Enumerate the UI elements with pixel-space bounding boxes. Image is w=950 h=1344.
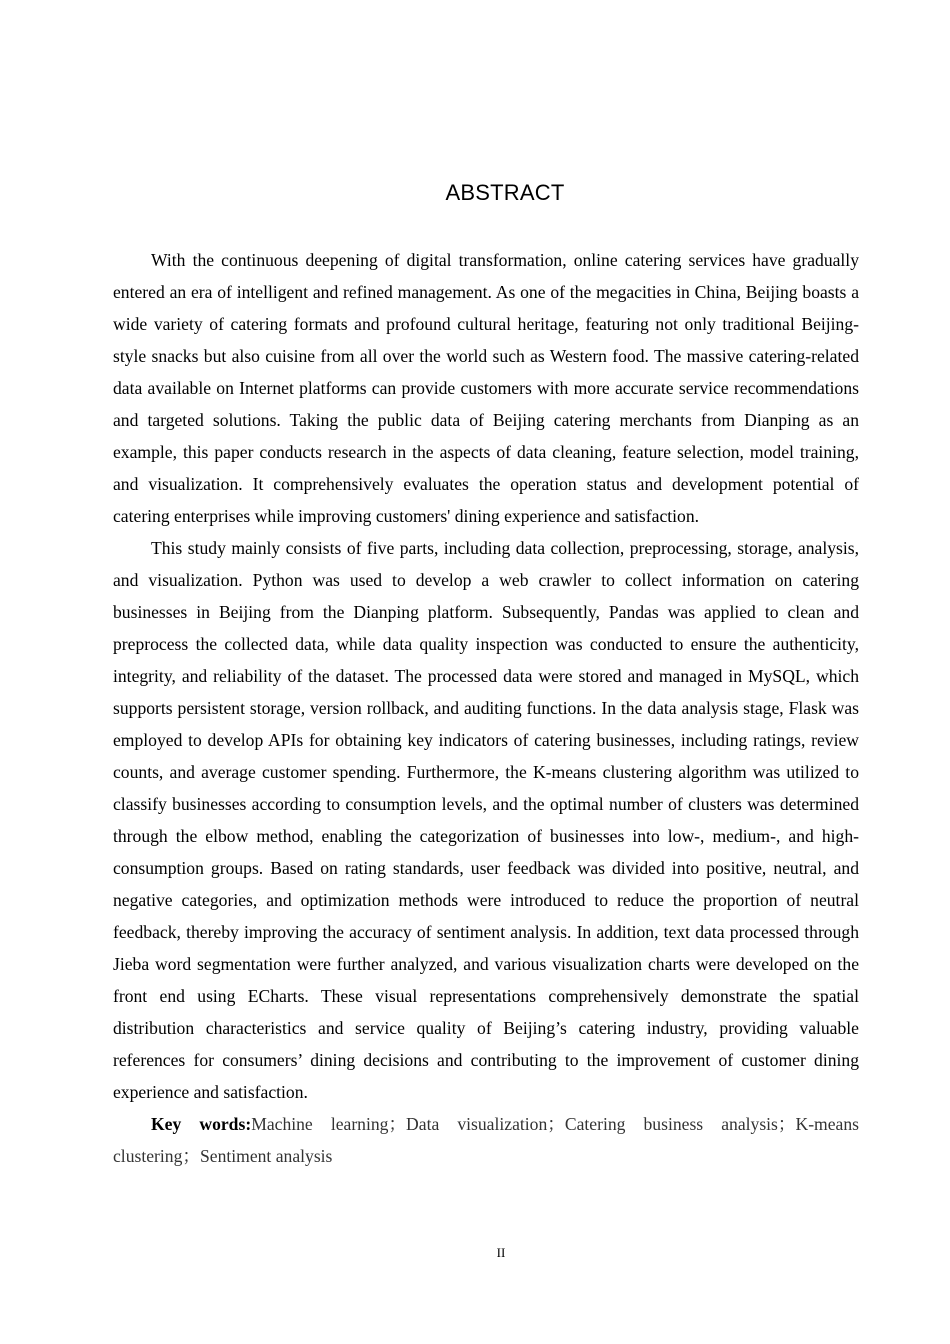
abstract-paragraph-2: This study mainly consists of five parts, including data collection, preprocessing, storage, analysis, and visualization. Python was used to develop a web crawler to collect information on catering businesses in Beijing from the Dianping platform. Subsequently, Pandas was applied to clean and preprocess the collected data, while data quality inspection was conducted to ensure the authenticity, integrity, and reliability of the dataset. The processed data were stored and managed in MySQL, which supports persistent storage, version rollback, and auditing functions. In the data analysis stage, Flask was employed to develop APIs for obtaining key indicators of catering businesses, including ratings, review counts, and average customer spending. Furthermore, the K-means clustering algorithm was utilized to classify businesses according to consumption levels, and the optimal number of clusters was determined through the elbow method, enabling the categorization of businesses into low-, medium-, and high-consumption groups. Based on rating standards, user feedback was divided into positive, neutral, and negative categories, and optimization methods were introduced to reduce the proportion of neutral feedback, thereby improving the accuracy of sentiment analysis. In addition, text data processed through Jieba word segmentation were further analyzed, and various visualization charts were developed on the front end using ECharts. These visual representations comprehensively demonstrate the spatial distribution characteristics and service quality of Beijing’s catering industry, providing valuable references for consumers’ dining decisions and contributing to the improvement of customer dining experience and satisfaction.	[113, 538, 859, 1102]
keywords-label: Key words:	[151, 1114, 252, 1134]
abstract-body	[113, 244, 859, 1172]
abstract-paragraph-1: With the continuous deepening of digital transformation, online catering services have gradually entered an era of intelligent and refined management. As one of the megacities in China, Beijing boasts a wide variety of catering formats and profound cultural heritage, featuring not only traditional Beijing-style snacks but also cuisine from all over the world such as Western food. The massive catering-related data available on Internet platforms can provide customers with more accurate service recommendations and targeted solutions. Taking the public data of Beijing catering merchants from Dianping as an example, this paper conducts research in the aspects of data cleaning, feature selection, model training, and visualization. It comprehensively evaluates the operation status and development potential of catering enterprises while improving customers' dining experience and satisfaction.	[113, 250, 859, 526]
keywords-value: Machine learning；Data visualization；Catering business analysis；K-means clustering；Sentiment analysis	[113, 1114, 859, 1166]
page-title: ABSTRACT	[445, 180, 565, 205]
keywords-line	[113, 1108, 859, 1172]
page-number: II	[496, 1245, 506, 1260]
